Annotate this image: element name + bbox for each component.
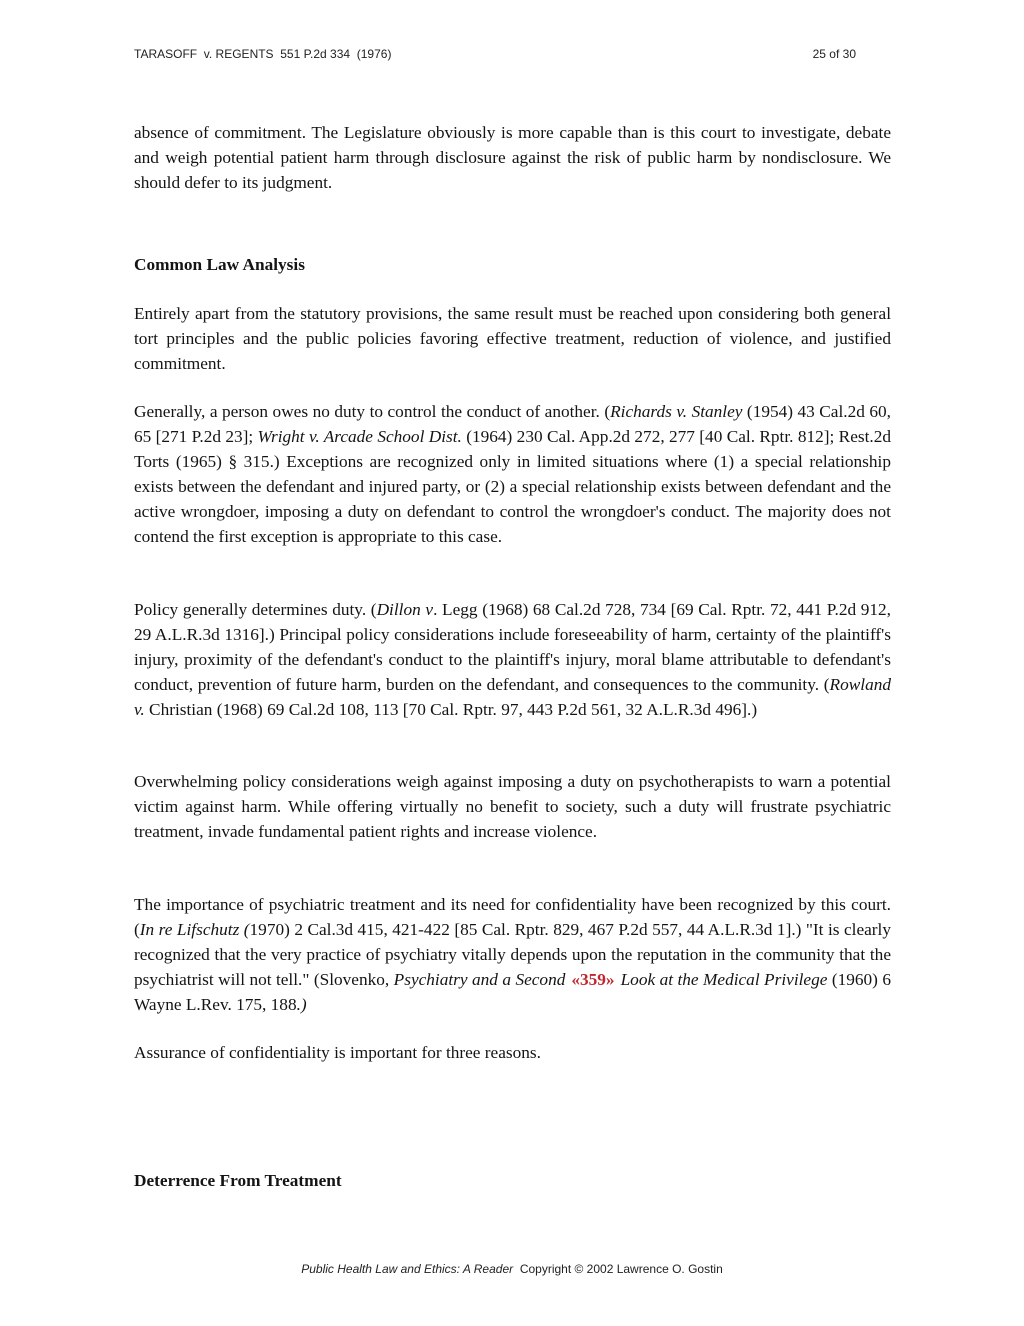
page-indicator: 25 of 30 (812, 47, 856, 61)
text-run: 1970) 2 Cal.3d 415, 421-422 [85 Cal. Rptr. 829, 467 P.2d 557, 44 A.L.R.3d 1].) "It is clearly recognized that the very practice of psychiatry vitally depends upon the reputation in the community that the psychiatrist will not tell." (Slovenko, (134, 919, 891, 989)
paragraph-text: absence of commitment. The Legislature obviously is more capable than is this court to investigate, debate and weigh potential patient harm through disclosure against the risk of public harm by nondisclosure. We should defer to its judgment. (134, 123, 891, 192)
case-citation: Dillon v (376, 600, 434, 619)
paragraph-text: Assurance of confidentiality is important for three reasons. (134, 1043, 541, 1062)
section-heading-common-law: Common Law Analysis (134, 255, 305, 274)
paragraph-statutory (134, 302, 891, 377)
text-run: . Legg (1968) 68 Cal.2d 728, 734 [69 Cal. Rptr. 72, 441 P.2d 912, 29 A.L.R.3d 1316].) Principal policy considerations include foreseeability of harm, certainty of the plaintiff's injury, proximity of the defendant's conduct to the plaintiff's injury, moral blame attributable to defendant's conduct, prevention of future harm, burden on the defendant, and consequences to the community. ( (134, 600, 891, 694)
article-title: Look at the Medical Privilege (620, 969, 828, 989)
paragraph-text: Entirely apart from the statutory provisions, the same result must be reached upon considering both general tort principles and the public policies favoring effective treatment, reduction of violence, and justified commitment. (134, 304, 891, 373)
paragraph-text: Overwhelming policy considerations weigh against imposing a duty on psychotherapists to warn a potential victim against harm. While offering virtually no benefit to society, such a duty will frustrate psychiatric treatment, invade fundamental patient rights and increase violence. (134, 772, 891, 841)
text-run: .) (296, 994, 307, 1014)
book-title: Public Health Law and Ethics: A Reader (301, 1262, 514, 1276)
paragraph-text (134, 400, 891, 549)
paragraph-assurance (134, 1041, 891, 1066)
text-run: Generally, a person owes no duty to control the conduct of another. ( (134, 402, 611, 421)
case-citation: Richards v. Stanley (610, 402, 743, 421)
article-title: Psychiatry and a Second (393, 969, 566, 989)
case-citation: In re Lifschutz ( (139, 919, 250, 939)
case-title: TARASOFF v. REGENTS 551 P.2d 334 (1976) (134, 47, 392, 61)
paragraph-text (134, 598, 891, 723)
case-citation: Wright v. Arcade School Dist. (257, 426, 462, 446)
paragraph-policy-duty (134, 598, 891, 723)
paragraph-text (134, 893, 891, 1018)
text-run: (1954) 43 Cal.2d 60, 65 [271 P.2d 23]; (134, 402, 891, 446)
paragraph-overwhelming-policy (134, 770, 891, 845)
page-footer (0, 1262, 1024, 1276)
case-citation: Rowland v. (134, 674, 891, 719)
text-run: (1964) 230 Cal. App.2d 272, 277 [40 Cal. Rptr. 812]; Rest.2d Torts (1965) § 315.) Exceptions are recognized only in limited situations where (1) a special relationship exists between the defendant and injured party, or (2) a special relationship exists between defendant and the active wrongdoer, imposing a duty on defendant to control the wrongdoer's conduct. The majority does not contend the first exception is appropriate to this case. (134, 426, 892, 546)
text-run: (1960) 6 Wayne L.Rev. 175, 188 (134, 969, 892, 1014)
copyright-notice: Copyright © 2002 Lawrence O. Gostin (519, 1262, 723, 1276)
paragraph-continuation (134, 121, 891, 196)
paragraph-confidentiality (134, 893, 891, 1018)
text-run: Christian (1968) 69 Cal.2d 108, 113 [70 Cal. Rptr. 97, 443 P.2d 561, 32 A.L.R.3d 496].) (144, 699, 758, 719)
text-run: The importance of psychiatric treatment and its need for confidentiality have been recognized by this court. ( (134, 895, 891, 939)
text-run: Policy generally determines duty. ( (134, 600, 377, 619)
section-heading-deterrence: Deterrence From Treatment (134, 1171, 342, 1190)
page-number-marker: «359» (571, 969, 615, 989)
paragraph-duty-to-control (134, 400, 891, 549)
